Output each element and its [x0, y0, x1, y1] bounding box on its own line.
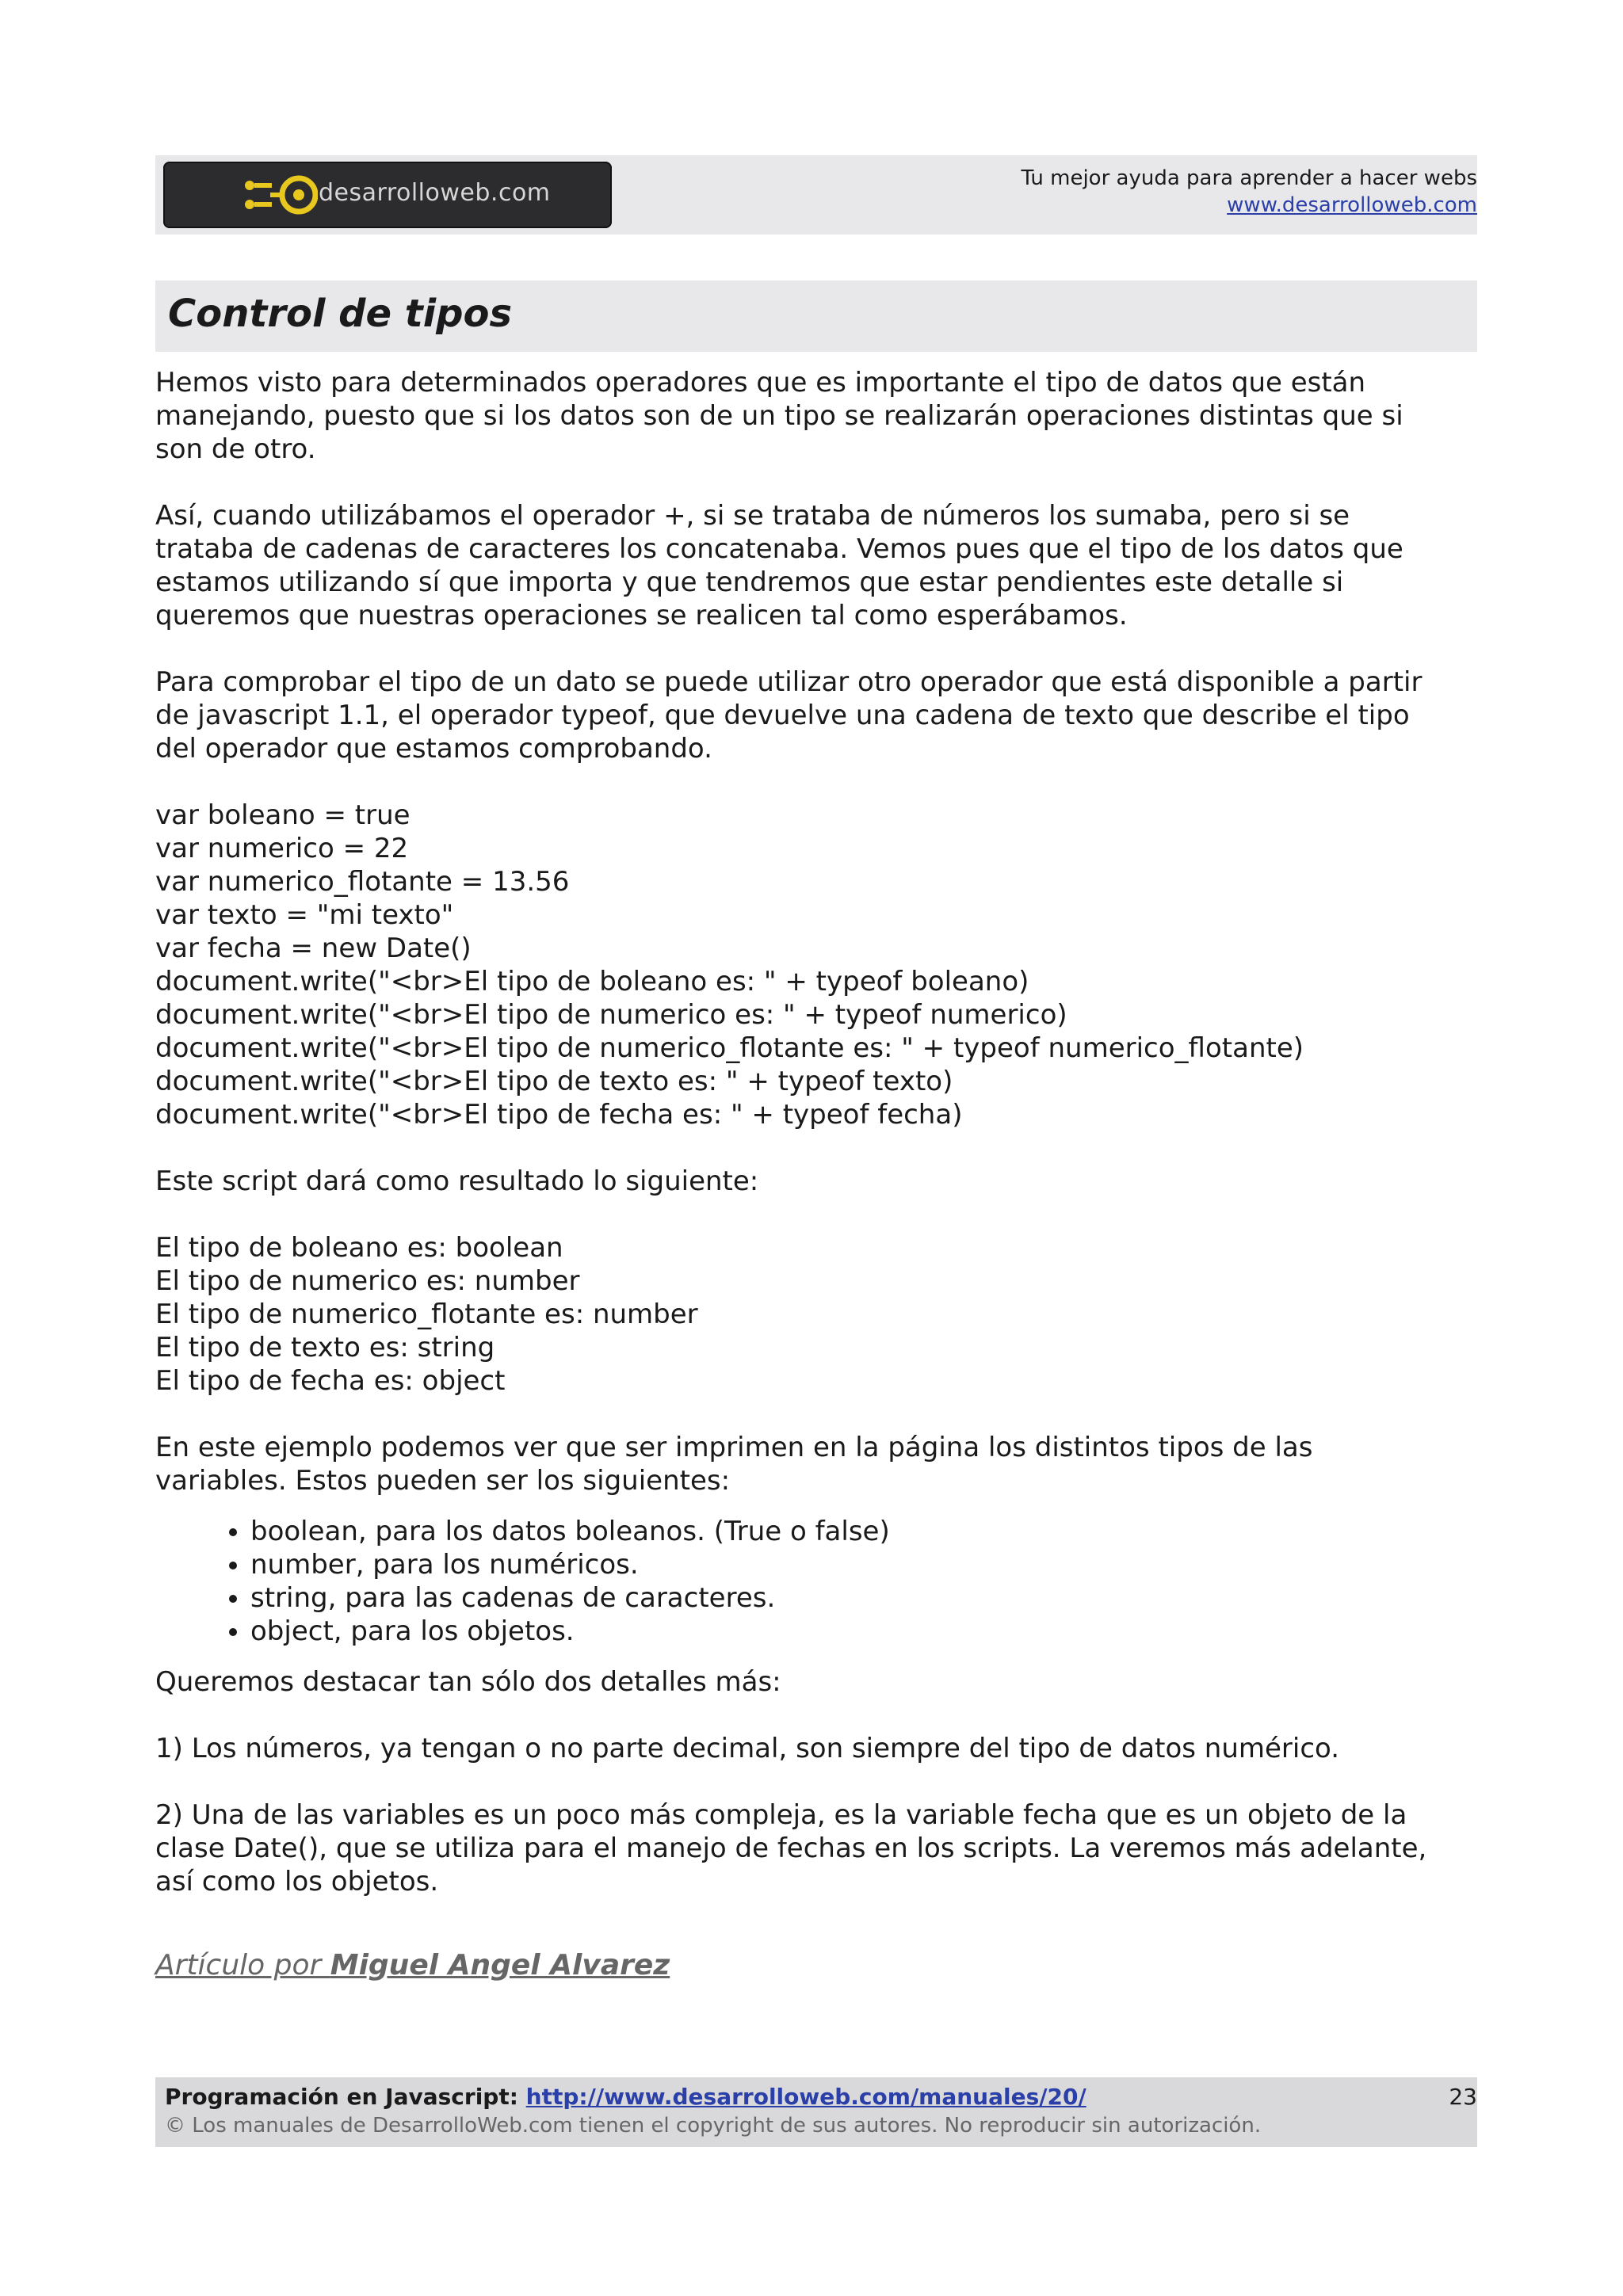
header-site-link[interactable]: www.desarrolloweb.com — [1227, 193, 1477, 217]
paragraph-2: Así, cuando utilizábamos el operador +, si se trataba de números los sumaba, pero si se trataba de cadenas de caracteres los concatenaba. Vemos pues que el tipo de los datos que estamos utilizando sí que importa y que tendremos que estar pendientes este detalle si queremos que nuestras operaciones se realicen tal como esperábamos. — [155, 500, 1403, 631]
page-title: Control de tipos — [168, 292, 513, 336]
header-tagline: Tu mejor ayuda para aprender a hacer webs — [1021, 166, 1477, 190]
paragraph-3: Para comprobar el tipo de un dato se puede utilizar otro operador que está disponible a partir de javascript 1.1, el operador typeof, que devuelve una cadena de texto que describe el tipo del operador que estamos comprobando. — [155, 666, 1423, 765]
page-number: 23 — [1449, 2084, 1477, 2110]
list-item: • object, para los objetos. — [250, 1615, 1487, 1648]
types-list — [155, 1515, 1487, 1648]
byline[interactable] — [155, 1949, 670, 1981]
byline-author[interactable]: Miguel Angel Alvarez — [330, 1949, 670, 1981]
code-example: var boleano = true var numerico = 22 var numerico_flotante = 13.56 var texto = "mi texto" var fecha = new Date() document.write("<br>El tipo de boleano es: " + typeof boleano) document.write("<br>El tipo de numerico es: " + typeof numerico) document.write("<br>El tipo de numerico_flotante es: " + typeof numerico_flotante) document.write("<br>El tipo de texto es: " + typeof texto) document.write("<br>El tipo de fecha es: " + typeof fecha) — [155, 799, 1304, 1131]
list-item: • number, para los numéricos. — [250, 1548, 1487, 1581]
byline-prefix: Artículo por — [155, 1949, 330, 1981]
footer-label: Programación en Javascript: — [165, 2084, 526, 2110]
result-intro: Este script dará como resultado lo siguiente: — [155, 1165, 759, 1197]
logo-text: desarrolloweb.com — [319, 179, 551, 207]
logo-mark-icon — [239, 173, 318, 217]
article-body — [155, 366, 1487, 1932]
result-output: El tipo de boleano es: boolean El tipo de numerico es: number El tipo de numerico_flotante es: number El tipo de texto es: string El tipo de fecha es: object — [155, 1232, 698, 1397]
detail-1: 1) Los números, ya tengan o no parte decimal, son siempre del tipo de datos numérico. — [155, 1733, 1340, 1764]
footer-title — [165, 2084, 1086, 2110]
detail-2: 2) Una de las variables es un poco más compleja, es la variable fecha que es un objeto de la clase Date(), que se utiliza para el manejo de fechas en los scripts. La veremos más adelante, así como los objetos. — [155, 1799, 1427, 1897]
list-item: • boolean, para los datos boleanos. (True o false) — [250, 1515, 1487, 1548]
types-intro: En este ejemplo podemos ver que ser imprimen en la página los distintos tipos de las variables. Estos pueden ser los siguientes: — [155, 1432, 1313, 1497]
footer-copyright: © Los manuales de DesarrolloWeb.com tienen el copyright de sus autores. No reproducir sin autorización. — [165, 2114, 1262, 2138]
site-logo[interactable] — [163, 162, 612, 228]
list-item: • string, para las cadenas de caracteres. — [250, 1581, 1487, 1615]
details-intro: Queremos destacar tan sólo dos detalles más: — [155, 1666, 781, 1698]
paragraph-1: Hemos visto para determinados operadores que es importante el tipo de datos que están manejando, puesto que si los datos son de un tipo se realizarán operaciones distintas que si son de otro. — [155, 367, 1403, 465]
header-right — [1021, 165, 1477, 219]
footer-url-link[interactable]: http://www.desarrolloweb.com/manuales/20/ — [525, 2084, 1086, 2110]
